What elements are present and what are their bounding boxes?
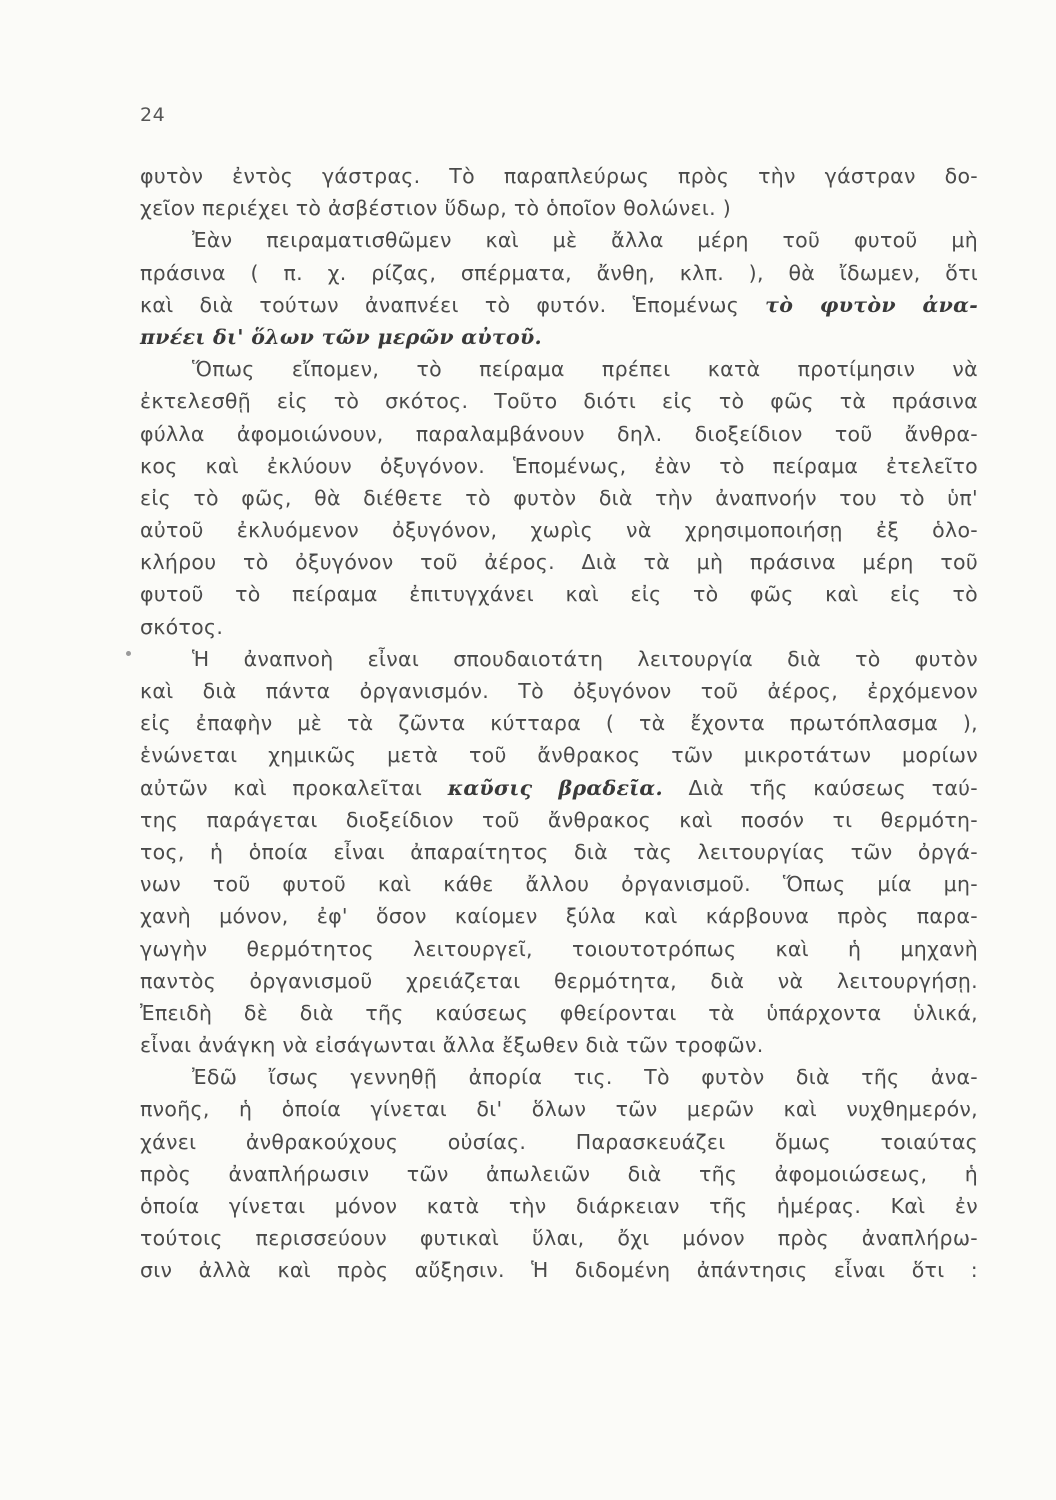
margin-dot — [126, 651, 131, 656]
text-line: αὐτοῦ ἐκλυόμενον ὀξυγόνον, χωρὶς νὰ χρησιμοποιήσῃ ἐξ ὁλο- — [140, 518, 978, 543]
emphasized-phrase: πνέει δι' ὅλων τῶν μερῶν αὐτοῦ. — [140, 324, 542, 349]
text-line: νων τοῦ φυτοῦ καὶ κάθε ἄλλου ὀργανισμοῦ. Ὅπως μία μη- — [140, 872, 978, 897]
emphasized-phrase: καῦσις βραδεῖα. — [447, 775, 663, 800]
text-line: τος, ἡ ὁποία εἶναι ἀπαραίτητος διὰ τὰς λειτουργίας τῶν ὀργά- — [140, 839, 978, 864]
text-line — [140, 289, 978, 321]
text-line: πρὸς ἀναπλήρωσιν τῶν ἀπωλειῶν διὰ τῆς ἀφομοιώσεως, ἡ — [140, 1161, 978, 1186]
text-line: κλήρου τὸ ὀξυγόνον τοῦ ἀέρος. Διὰ τὰ μὴ πράσινα μέρη τοῦ — [140, 550, 978, 575]
text-line: χεῖον περιέχει τὸ ἀσβέστιον ὕδωρ, τὸ ὁποῖον θολώνει. ) — [140, 196, 732, 221]
text-line: Ἡ ἀναπνοὴ εἶναι σπουδαιοτάτη λειτουργία διὰ τὸ φυτὸν — [192, 646, 978, 671]
text-line: ὁποία γίνεται μόνον κατὰ τὴν διάρκειαν τῆς ἡμέρας. Καὶ ἐν — [140, 1194, 978, 1218]
text-line: φυτοῦ τὸ πείραμα ἐπιτυγχάνει καὶ εἰς τὸ φῶς καὶ εἰς τὸ — [140, 582, 978, 607]
text-line — [140, 321, 978, 353]
text-line: γωγὴν θερμότητος λειτουργεῖ, τοιουτοτρόπως καὶ ἡ μηχανὴ — [140, 936, 978, 961]
text-line: εἶναι ἀνάγκη νὰ εἰσάγωνται ἄλλα ἔξωθεν διὰ τῶν τροφῶν. — [140, 1033, 764, 1058]
text-line: ἐκτελεσθῇ εἰς τὸ σκότος. Τοῦτο διότι εἰς τὸ φῶς τὰ πράσινα — [140, 389, 978, 414]
text-line: Ἐὰν πειραματισθῶμεν καὶ μὲ ἄλλα μέρη τοῦ φυτοῦ μὴ — [192, 228, 978, 253]
body-text — [140, 160, 978, 1287]
text-line: ἑνώνεται χημικῶς μετὰ τοῦ ἄνθρακος τῶν μικροτάτων μορίων — [140, 743, 978, 768]
text-line: πράσινα ( π. χ. ρίζας, σπέρματα, ἄνθη, κλπ. ), θὰ ἴδωμεν, ὅτι — [140, 260, 978, 285]
text-segment: καὶ διὰ τούτων ἀναπνέει τὸ φυτόν. Ἑπομένως — [140, 292, 766, 317]
text-line: τούτοις περισσεύουν φυτικαὶ ὕλαι, ὄχι μόνον πρὸς ἀναπλήρω- — [140, 1226, 978, 1251]
text-line: χανὴ μόνον, ἐφ' ὅσον καίομεν ξύλα καὶ κάρβουνα πρὸς παρα- — [140, 904, 978, 929]
text-line: της παράγεται διοξείδιον τοῦ ἄνθρακος καὶ ποσόν τι θερμότη- — [140, 807, 978, 832]
text-line: παντὸς ὀργανισμοῦ χρειάζεται θερμότητα, διὰ νὰ λειτουργήσῃ. — [140, 968, 978, 993]
text-line: Ὅπως εἴπομεν, τὸ πείραμα πρέπει κατὰ προτίμησιν νὰ — [192, 357, 978, 382]
page-number: 24 — [140, 104, 166, 126]
text-line: φύλλα ἀφομοιώνουν, παραλαμβάνουν δηλ. διοξείδιον τοῦ ἄνθρα- — [140, 421, 978, 446]
text-line: σιν ἀλλὰ καὶ πρὸς αὔξησιν. Ἡ διδομένη ἀπάντησις εἶναι ὅτι : — [140, 1258, 978, 1283]
text-line: σκότος. — [140, 614, 224, 639]
text-line: πνοῆς, ἡ ὁποία γίνεται δι' ὅλων τῶν μερῶν καὶ νυχθημερόν, — [140, 1097, 978, 1122]
emphasized-phrase: τὸ φυτὸν ἀνα- — [765, 292, 979, 317]
text-line: καὶ διὰ πάντα ὀργανισμόν. Τὸ ὀξυγόνον τοῦ ἀέρος, ἐρχόμενον — [140, 679, 978, 703]
text-line: εἰς ἐπαφὴν μὲ τὰ ζῶντα κύτταρα ( τὰ ἔχοντα πρωτόπλασμα ), — [140, 711, 978, 736]
text-segment: αὐτῶν καὶ προκαλεῖται — [140, 775, 448, 800]
text-line: φυτὸν ἐντὸς γάστρας. Τὸ παραπλεύρως πρὸς τὴν γάστραν δο- — [140, 164, 978, 188]
text-line — [140, 772, 978, 804]
text-line: Ἐδῶ ἴσως γεννηθῇ ἀπορία τις. Τὸ φυτὸν διὰ τῆς ἀνα- — [192, 1065, 978, 1090]
text-line: εἰς τὸ φῶς, θὰ διέθετε τὸ φυτὸν διὰ τὴν ἀναπνοήν του τὸ ὑπ' — [140, 485, 978, 510]
text-segment: Διὰ τῆς καύσεως ταύ- — [662, 775, 978, 800]
text-line: κος καὶ ἐκλύουν ὀξυγόνον. Ἑπομένως, ἐὰν τὸ πείραμα ἐτελεῖτο — [140, 453, 978, 478]
text-line: Ἐπειδὴ δὲ διὰ τῆς καύσεως φθείρονται τὰ ὑπάρχοντα ὑλικά, — [140, 1000, 978, 1025]
text-line: χάνει ἀνθρακούχους οὐσίας. Παρασκευάζει ὅμως τοιαύτας — [140, 1129, 978, 1154]
